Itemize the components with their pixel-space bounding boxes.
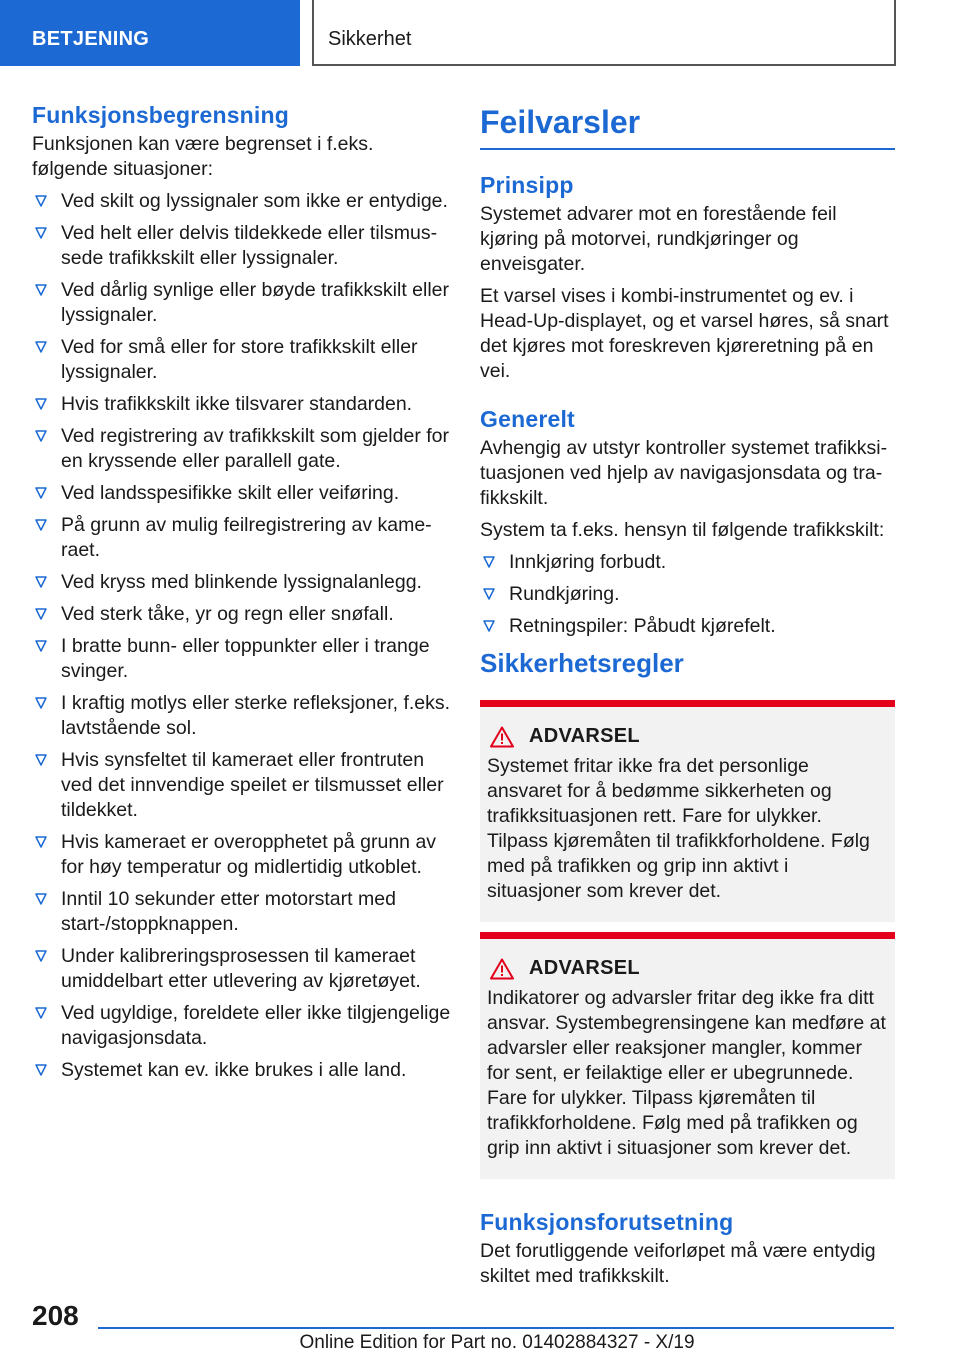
triangle-bullet-icon <box>34 1006 48 1020</box>
triangle-bullet-icon <box>34 397 48 411</box>
limitations-intro: Funksjonen kan være begrenset i f.eks. følgende situasjoner: <box>32 133 374 180</box>
warning-label: ADVARSEL <box>529 957 640 979</box>
list-item <box>32 887 452 937</box>
principle-paragraph-2: Et varsel vises i kombi-instrumentet og ev. i Head-Up-displayet, og et varsel høres, så snart det kjøres mot foreskreven kjøreretning på en vei. <box>480 285 889 382</box>
limitations-heading: Funksjonsbegrensning <box>32 102 290 128</box>
list-item <box>32 602 452 627</box>
warning-box <box>480 932 895 1179</box>
list-item-text: På grunn av mulig feilregistrering av kameraet. <box>61 514 432 561</box>
list-item-text: Hvis synsfeltet til kameraet eller frontruten ved det innvendige speilet er tilsmusset eller tildekket. <box>61 749 444 821</box>
list-item-text: Retningspiler: Påbudt kjørefelt. <box>509 615 776 637</box>
triangle-bullet-icon <box>482 619 496 633</box>
general-heading: Generelt <box>480 406 575 432</box>
triangle-bullet-icon <box>34 486 48 500</box>
triangle-bullet-icon <box>34 949 48 963</box>
triangle-bullet-icon <box>34 575 48 589</box>
warning-triangle-icon <box>490 958 514 980</box>
topic-label: Sikkerhet <box>328 28 412 50</box>
list-item-text: Ved sterk tåke, yr og regn eller snøfall. <box>61 603 394 625</box>
list-item-text: Hvis trafikkskilt ikke tilsvarer standarden. <box>61 393 413 415</box>
chapter-title: Feilvarsler <box>480 100 895 150</box>
triangle-bullet-icon <box>34 607 48 621</box>
triangle-bullet-icon <box>34 518 48 532</box>
list-item-text: I bratte bunn- eller toppunkter eller i trange svinger. <box>61 635 430 682</box>
triangle-bullet-icon <box>34 283 48 297</box>
list-item-text: I kraftig motlys eller sterke refleksjoner, f.eks. lavtstående sol. <box>61 692 451 739</box>
triangle-bullet-icon <box>482 587 496 601</box>
topic-tab <box>312 0 896 66</box>
list-item <box>32 335 452 385</box>
list-item-text: Ved kryss med blinkende lyssignalanlegg. <box>61 571 422 593</box>
list-item <box>32 278 452 328</box>
list-item-text: Ved skilt og lyssignaler som ikke er entydige. <box>61 190 448 212</box>
list-item-text: Innkjøring forbudt. <box>509 551 667 573</box>
list-item <box>32 634 452 684</box>
list-item <box>32 189 452 214</box>
traffic-signs-list <box>480 550 895 639</box>
right-column <box>480 100 895 1296</box>
triangle-bullet-icon <box>34 226 48 240</box>
requirement-text: Det forutliggende veiforløpet må være entydig skiltet med trafikkskilt. <box>480 1240 876 1287</box>
safety-heading: Sikkerhetsregler <box>480 648 684 678</box>
page-number: 208 <box>32 1300 79 1331</box>
principle-heading: Prinsipp <box>480 172 574 198</box>
list-item-text: Ved ugyldige, foreldete eller ikke tilgjengelige navigasjonsdata. <box>61 1002 451 1049</box>
list-item <box>32 392 452 417</box>
warning-label: ADVARSEL <box>529 725 640 747</box>
warning-box <box>480 700 895 922</box>
section-label: BETJENING <box>32 28 150 50</box>
warning-triangle-icon <box>490 726 514 748</box>
list-item <box>32 1001 452 1051</box>
warning-text: Indikatorer og advarsler fritar deg ikke fra ditt ansvar. Systembegrensingene kan medføre at advarsler eller reaksjoner mangler, kommer for sent, er feilaktige eller er ubegrunnede. Fare for ulykker. Tilpass kjøremåten til trafikkforholdene. Følg med på trafikken og grip inn aktivt i situasjoner som krever det. <box>487 987 886 1159</box>
principle-paragraph-1: Systemet advarer mot en forestående feil kjøring på motorvei, rundkjøringer og enveisgater. <box>480 203 837 275</box>
footer-divider <box>98 1327 894 1329</box>
warning-header <box>487 957 887 980</box>
list-item <box>32 944 452 994</box>
list-item <box>32 513 452 563</box>
requirement-heading: Funksjonsforutsetning <box>480 1209 734 1235</box>
section-tab <box>0 0 300 66</box>
triangle-bullet-icon <box>34 1063 48 1077</box>
edition-text: Online Edition for Part no. 01402884327 - X/19 <box>299 1332 695 1353</box>
list-item <box>480 582 895 607</box>
triangle-bullet-icon <box>34 835 48 849</box>
list-item <box>32 570 452 595</box>
list-item-text: Ved landsspesifikke skilt eller veiføring. <box>61 482 400 504</box>
list-item-text: Ved registrering av trafikkskilt som gjelder for en kryssende eller parallell gate. <box>61 425 449 472</box>
list-item <box>32 830 452 880</box>
list-item <box>32 1058 452 1083</box>
triangle-bullet-icon <box>482 555 496 569</box>
list-item-text: Ved for små eller for store trafikkskilt eller lyssignaler. <box>61 336 418 383</box>
list-item-text: Rundkjøring. <box>509 583 620 605</box>
general-paragraph-1: Avhengig av utstyr kontroller systemet trafikksituasjonen ved hjelp av navigasjonsdata og trafikkskilt. <box>480 437 888 509</box>
left-column <box>32 100 452 1090</box>
warning-text: Systemet fritar ikke fra det personlige ansvaret for å bedømme sikkerheten og trafikksituasjonen rett. Fare for ulykker. Tilpass kjøremåten til trafikkforholdene. Følg med på trafikken og grip inn aktivt i situasjoner som krever det. <box>487 755 870 902</box>
list-item-text: Systemet kan ev. ikke brukes i alle land. <box>61 1059 407 1081</box>
list-item <box>480 550 895 575</box>
page-header <box>0 0 960 66</box>
list-item <box>32 481 452 506</box>
triangle-bullet-icon <box>34 194 48 208</box>
list-item <box>32 221 452 271</box>
triangle-bullet-icon <box>34 340 48 354</box>
triangle-bullet-icon <box>34 696 48 710</box>
list-item-text: Inntil 10 sekunder etter motorstart med start-/stoppknappen. <box>61 888 396 935</box>
list-item <box>32 748 452 823</box>
list-item <box>32 691 452 741</box>
triangle-bullet-icon <box>34 429 48 443</box>
triangle-bullet-icon <box>34 753 48 767</box>
warning-header <box>487 725 887 748</box>
limitations-list <box>32 189 452 1083</box>
list-item <box>32 424 452 474</box>
list-item <box>480 614 895 639</box>
triangle-bullet-icon <box>34 639 48 653</box>
list-item-text: Ved helt eller delvis tildekkede eller tilsmussede trafikkskilt eller lyssignaler. <box>61 222 438 269</box>
list-item-text: Under kalibreringsprosessen til kameraet umiddelbart etter utlevering av kjøretøyet. <box>61 945 421 992</box>
general-paragraph-2: System ta f.eks. hensyn til følgende trafikkskilt: <box>480 519 885 541</box>
list-item-text: Hvis kameraet er overopphetet på grunn av for høy temperatur og midlertidig utkoblet. <box>61 831 437 878</box>
triangle-bullet-icon <box>34 892 48 906</box>
list-item-text: Ved dårlig synlige eller bøyde trafikkskilt eller lyssignaler. <box>61 279 450 326</box>
